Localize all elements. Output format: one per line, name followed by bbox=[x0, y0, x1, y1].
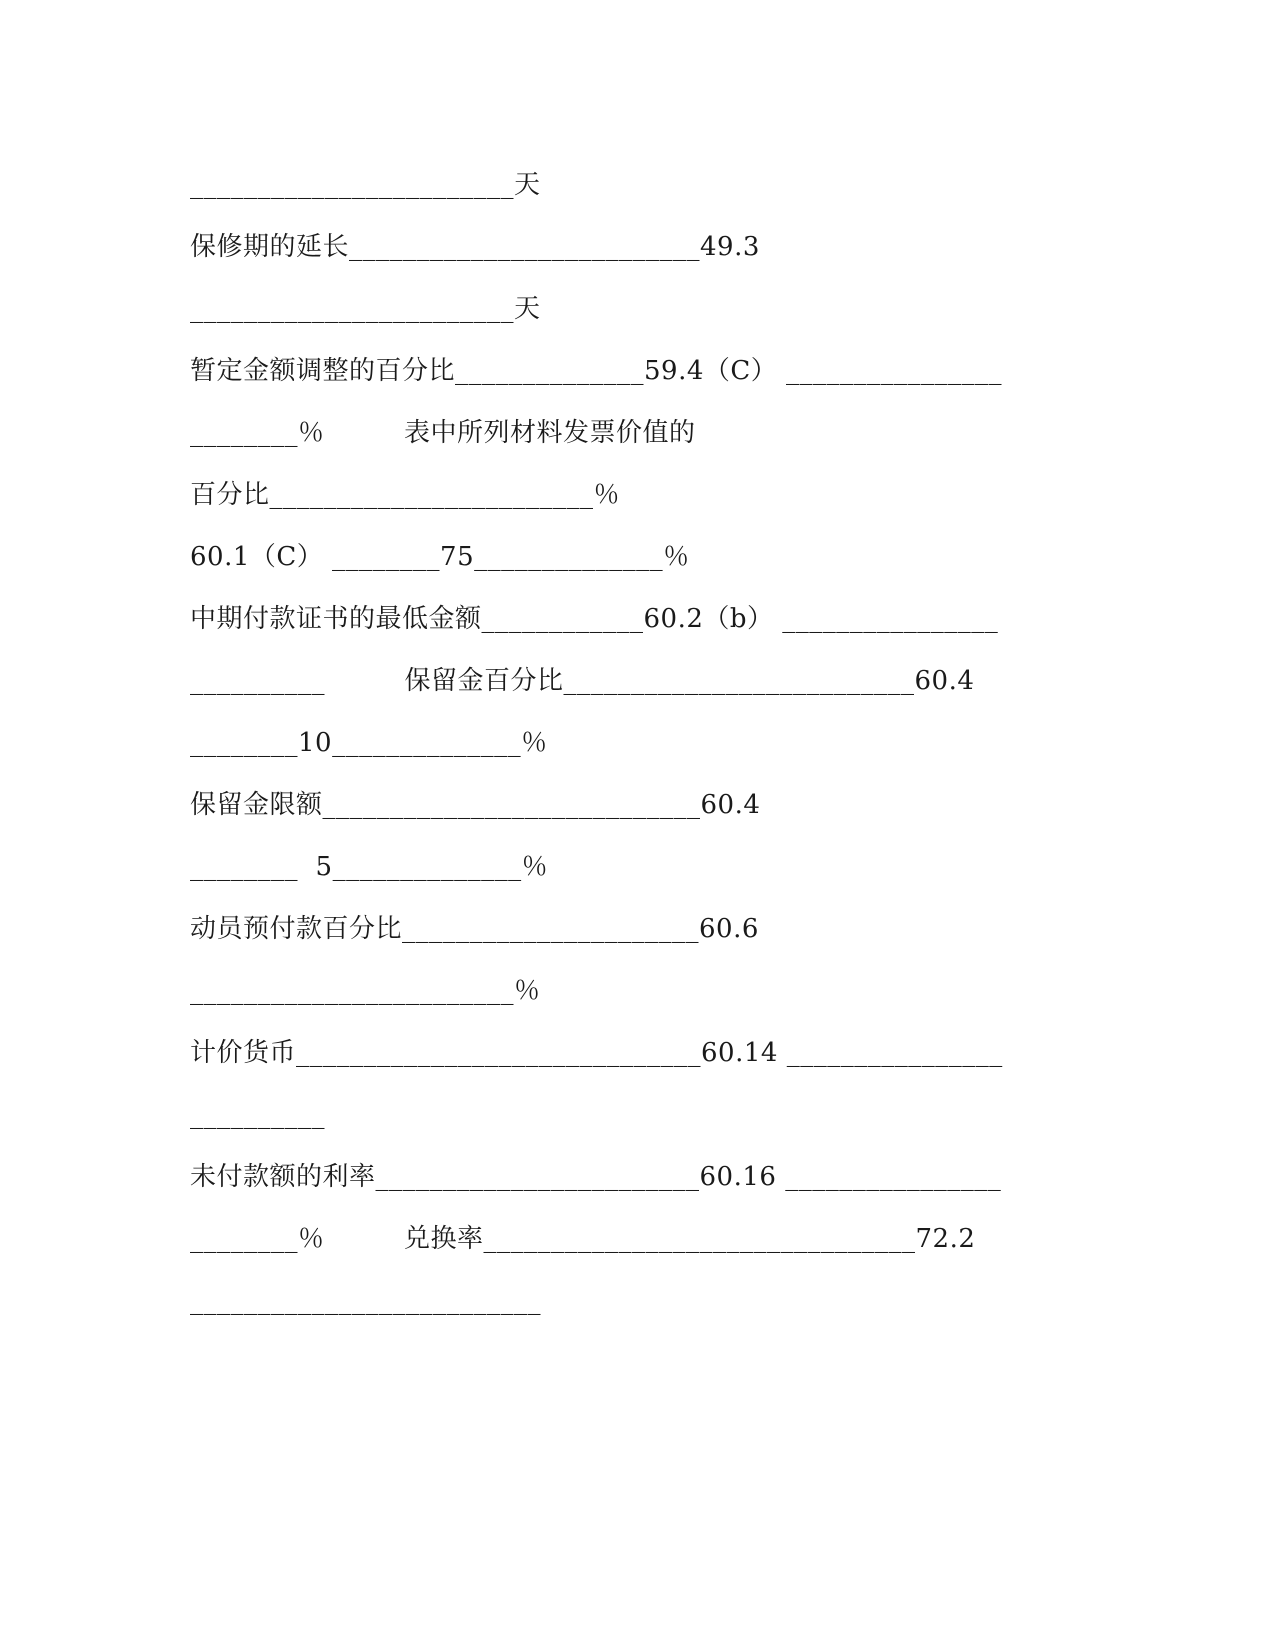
text-line: ________10______________％ bbox=[190, 728, 548, 758]
text-line: ________________________天 bbox=[190, 170, 541, 200]
text-line: ________ 5______________％ bbox=[190, 852, 549, 882]
text-line: ________％ 表中所列材料发票价值的 bbox=[190, 418, 696, 448]
text-line: 保修期的延长__________________________49.3 bbox=[190, 232, 760, 262]
text-line: 60.1（C） ________75______________％ bbox=[190, 542, 690, 572]
text-line: 百分比________________________％ bbox=[190, 480, 621, 510]
text-line: ________________________％ bbox=[190, 976, 541, 1006]
text-line: ________________________天 bbox=[190, 294, 541, 324]
text-line: __________ 保留金百分比__________________________60.4 bbox=[190, 666, 975, 696]
text-line: 计价货币______________________________60.14 ________________ bbox=[190, 1038, 1003, 1068]
text-line: 中期付款证书的最低金额____________60.2（b） ________________ bbox=[190, 604, 999, 634]
text-line: 保留金限额____________________________60.4 bbox=[190, 790, 761, 820]
text-line: __________ bbox=[190, 1100, 325, 1130]
text-line: 动员预付款百分比______________________60.6 bbox=[190, 914, 759, 944]
text-line: 未付款额的利率________________________60.16 ________________ bbox=[190, 1162, 1002, 1192]
text-line: __________________________ bbox=[190, 1286, 541, 1316]
text-line: 暂定金额调整的百分比______________59.4（C） ________________ bbox=[190, 356, 1003, 386]
text-line: ________％ 兑换率________________________________72.2 bbox=[190, 1224, 976, 1254]
